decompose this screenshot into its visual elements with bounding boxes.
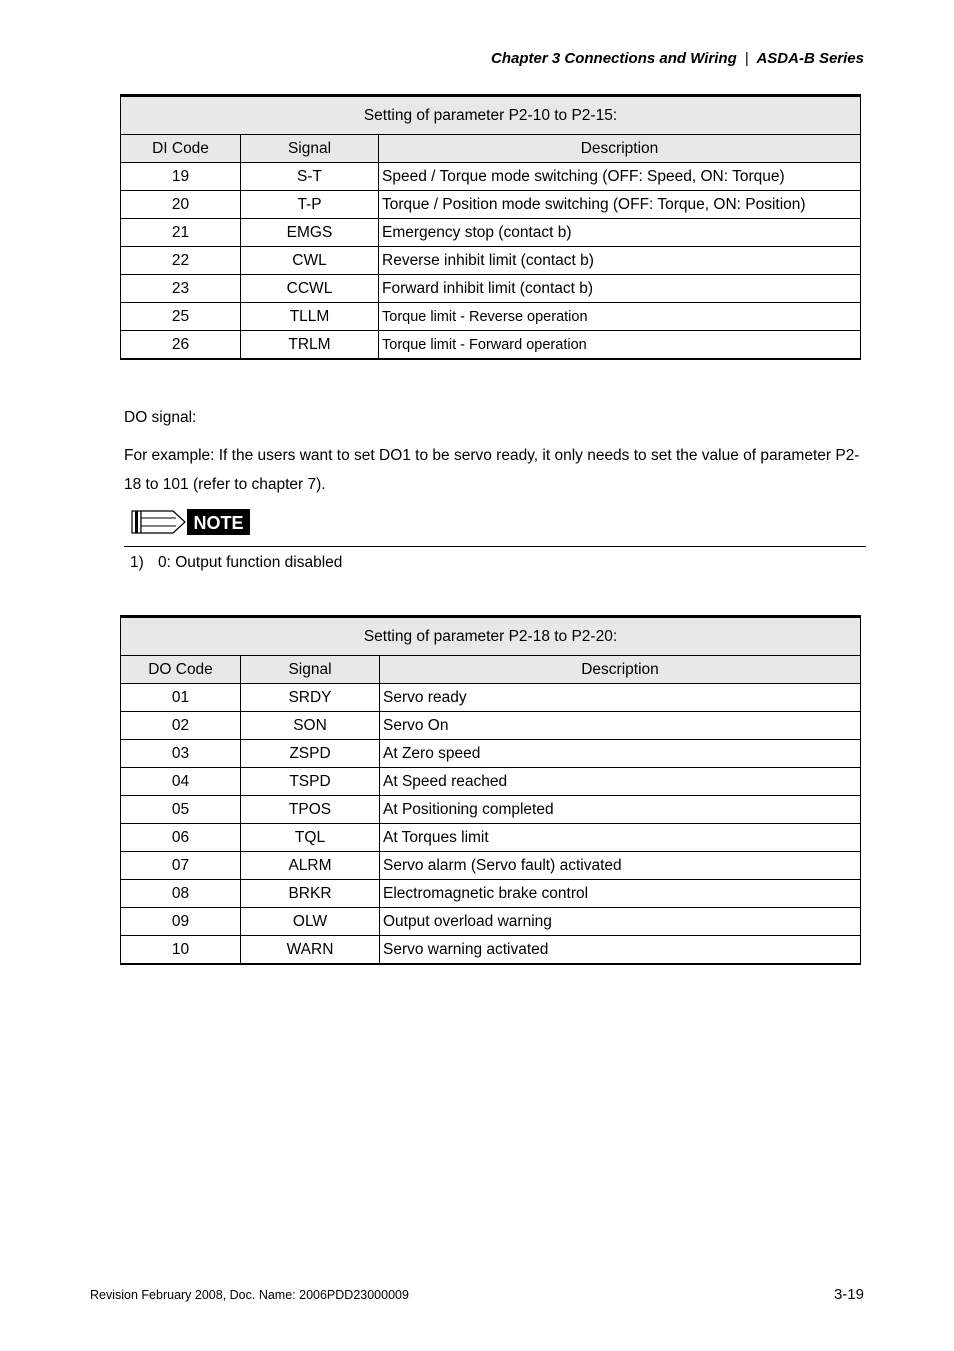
description-cell: At Torques limit [380,824,861,852]
description-cell: Torque limit - Forward operation [379,331,861,360]
description-cell: At Zero speed [380,740,861,768]
code-cell: 06 [121,824,241,852]
do-signal-heading: DO signal: [124,409,197,426]
code-cell: 09 [121,908,241,936]
series-name: ASDA-B Series [756,50,864,67]
code-cell: 10 [121,936,241,965]
code-cell: 20 [121,191,241,219]
signal-cell: SRDY [241,684,380,712]
description-cell: Servo On [380,712,861,740]
signal-cell: T-P [241,191,379,219]
table-row [121,163,861,191]
code-cell: 08 [121,880,241,908]
note-label: NOTE [193,513,244,533]
table-row [121,275,861,303]
signal-cell: TQL [241,824,380,852]
table-row [121,740,861,768]
description-cell: Electromagnetic brake control [380,880,861,908]
code-cell: 26 [121,331,241,360]
signal-cell: ZSPD [241,740,380,768]
column-header: Description [379,135,861,163]
signal-cell: WARN [241,936,380,965]
signal-cell: TPOS [241,796,380,824]
table-title: Setting of parameter P2-10 to P2-15: [121,96,861,135]
description-cell: Emergency stop (contact b) [379,219,861,247]
table-row [121,768,861,796]
table-row [121,880,861,908]
note-item [130,554,342,572]
chapter-title: Chapter 3 Connections and Wiring [491,50,737,67]
signal-cell: CCWL [241,275,379,303]
code-cell: 02 [121,712,241,740]
signal-cell: CWL [241,247,379,275]
code-cell: 25 [121,303,241,331]
column-header: Signal [241,656,380,684]
signal-cell: S-T [241,163,379,191]
description-cell: At Speed reached [380,768,861,796]
note-item-number: 1) [130,554,144,571]
signal-cell: TRLM [241,331,379,360]
table-row [121,712,861,740]
table-row [121,936,861,965]
code-cell: 05 [121,796,241,824]
page-header [491,50,864,67]
description-cell: At Positioning completed [380,796,861,824]
code-cell: 23 [121,275,241,303]
description-cell: Servo warning activated [380,936,861,965]
do-parameter-table [120,615,861,965]
description-cell: Servo ready [380,684,861,712]
signal-cell: TSPD [241,768,380,796]
description-cell: Output overload warning [380,908,861,936]
description-cell: Speed / Torque mode switching (OFF: Speed, ON: Torque) [379,163,861,191]
code-cell: 03 [121,740,241,768]
signal-cell: TLLM [241,303,379,331]
signal-cell: OLW [241,908,380,936]
table-row [121,191,861,219]
table-row [121,219,861,247]
table-row [121,331,861,360]
do-example-paragraph: For example: If the users want to set DO1 to be servo ready, it only needs to set the value of parameter P2-18 to 101 (refer to chapter 7). [124,447,860,493]
note-badge [131,508,251,536]
description-cell: Reverse inhibit limit (contact b) [379,247,861,275]
table-row [121,247,861,275]
signal-cell: BRKR [241,880,380,908]
di-parameter-table [120,94,861,360]
table-row [121,796,861,824]
description-cell: Forward inhibit limit (contact b) [379,275,861,303]
column-header: DO Code [121,656,241,684]
column-header: DI Code [121,135,241,163]
code-cell: 19 [121,163,241,191]
signal-cell: EMGS [241,219,379,247]
code-cell: 21 [121,219,241,247]
table-row [121,908,861,936]
column-header: Signal [241,135,379,163]
description-cell: Servo alarm (Servo fault) activated [380,852,861,880]
column-header: Description [380,656,861,684]
footer-revision: Revision February 2008, Doc. Name: 2006PDD23000009 [90,1288,409,1302]
code-cell: 07 [121,852,241,880]
note-pencil-icon [131,508,251,536]
signal-cell: ALRM [241,852,380,880]
table-row [121,303,861,331]
header-separator: | [744,50,749,67]
note-divider [124,546,866,547]
page-number: 3-19 [833,1286,864,1303]
table-row [121,824,861,852]
code-cell: 22 [121,247,241,275]
note-item-text: 0: Output function disabled [158,554,343,571]
table-row [121,684,861,712]
table-row [121,852,861,880]
description-cell: Torque / Position mode switching (OFF: Torque, ON: Position) [379,191,861,219]
code-cell: 01 [121,684,241,712]
description-cell: Torque limit - Reverse operation [379,303,861,331]
signal-cell: SON [241,712,380,740]
table-title: Setting of parameter P2-18 to P2-20: [121,617,861,656]
code-cell: 04 [121,768,241,796]
